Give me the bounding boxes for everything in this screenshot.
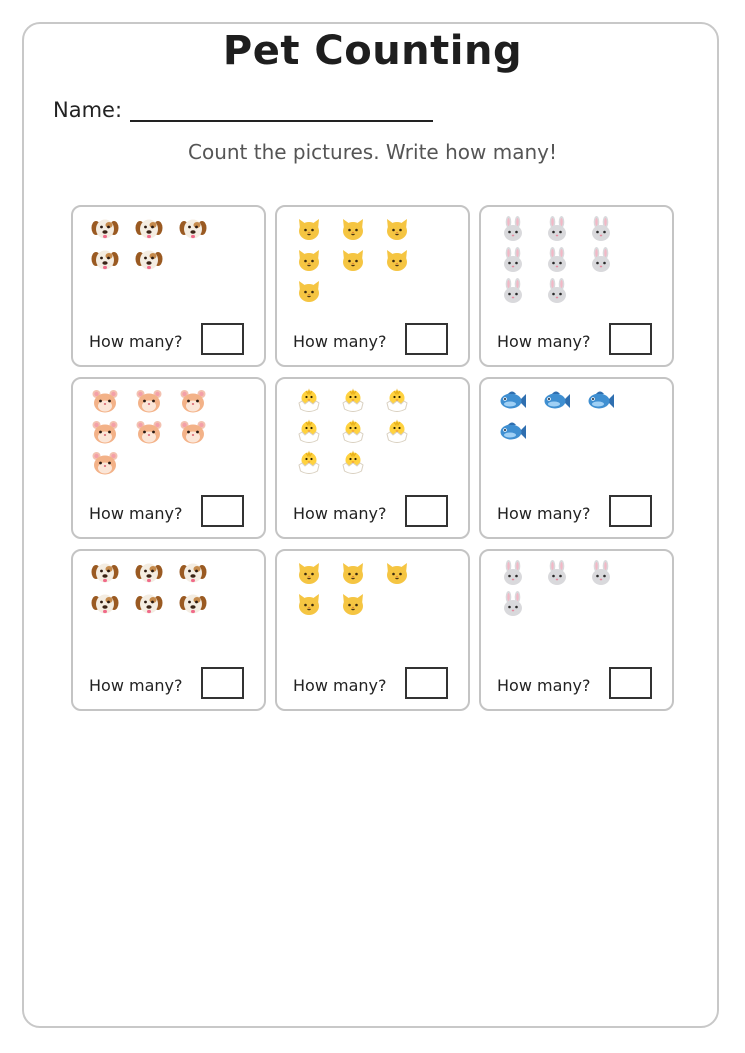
cat-icon [382,560,412,586]
chick-icon [338,419,368,445]
dog-icon [90,591,120,617]
chick-icon [382,419,412,445]
hamster-icon [134,388,164,414]
cat-icon [338,591,368,617]
hamster-icon [178,419,208,445]
how-many-label: How many? [497,332,591,351]
fish-icon [586,388,616,414]
picture-group [90,560,230,622]
dog-icon [178,560,208,586]
rabbit-icon [542,278,572,304]
how-many-label: How many? [497,676,591,695]
hamster-icon [90,388,120,414]
dog-icon [178,591,208,617]
chick-icon [294,419,324,445]
counting-card [275,549,470,711]
picture-group [90,216,230,278]
cat-icon [294,560,324,586]
hamster-icon [134,419,164,445]
counting-card [479,377,674,539]
instructions: Count the pictures. Write how many! [188,140,557,164]
hamster-icon [178,388,208,414]
counting-card [479,549,674,711]
picture-group [498,216,638,309]
how-many-label: How many? [293,504,387,523]
picture-group [294,216,434,309]
picture-group [498,560,638,622]
cat-icon [294,247,324,273]
counting-card [71,377,266,539]
picture-group [498,388,638,450]
cat-icon [382,216,412,242]
cat-icon [338,216,368,242]
answer-box[interactable] [405,667,448,699]
name-label: Name: [53,98,123,122]
dog-icon [178,216,208,242]
how-many-label: How many? [293,676,387,695]
picture-group [294,560,434,622]
rabbit-icon [586,247,616,273]
chick-icon [382,388,412,414]
counting-card [71,205,266,367]
how-many-label: How many? [89,332,183,351]
how-many-label: How many? [497,504,591,523]
counting-card [479,205,674,367]
cat-icon [294,216,324,242]
rabbit-icon [498,216,528,242]
counting-card [275,205,470,367]
page-title: Pet Counting [222,28,523,74]
counting-card [275,377,470,539]
name-row [53,98,433,122]
cat-icon [294,278,324,304]
hamster-icon [90,419,120,445]
rabbit-icon [586,560,616,586]
rabbit-icon [586,216,616,242]
answer-box[interactable] [201,667,244,699]
dog-icon [90,560,120,586]
how-many-label: How many? [89,676,183,695]
answer-box[interactable] [609,323,652,355]
rabbit-icon [498,247,528,273]
picture-group [294,388,434,481]
dog-icon [134,591,164,617]
answer-box[interactable] [405,323,448,355]
cat-icon [338,560,368,586]
fish-icon [498,419,528,445]
fish-icon [498,388,528,414]
rabbit-icon [542,247,572,273]
chick-icon [338,388,368,414]
hamster-icon [90,450,120,476]
fish-icon [542,388,572,414]
answer-box[interactable] [609,667,652,699]
answer-box[interactable] [201,323,244,355]
dog-icon [134,560,164,586]
rabbit-icon [498,591,528,617]
cat-icon [338,247,368,273]
rabbit-icon [542,560,572,586]
how-many-label: How many? [89,504,183,523]
chick-icon [294,388,324,414]
name-write-line[interactable] [130,100,433,122]
answer-box[interactable] [201,495,244,527]
chick-icon [338,450,368,476]
rabbit-icon [498,560,528,586]
chick-icon [294,450,324,476]
counting-card [71,549,266,711]
dog-icon [134,216,164,242]
dog-icon [90,247,120,273]
answer-box[interactable] [405,495,448,527]
answer-box[interactable] [609,495,652,527]
picture-group [90,388,230,481]
cat-icon [294,591,324,617]
cat-icon [382,247,412,273]
how-many-label: How many? [293,332,387,351]
rabbit-icon [542,216,572,242]
rabbit-icon [498,278,528,304]
dog-icon [90,216,120,242]
dog-icon [134,247,164,273]
counting-grid [71,205,674,711]
